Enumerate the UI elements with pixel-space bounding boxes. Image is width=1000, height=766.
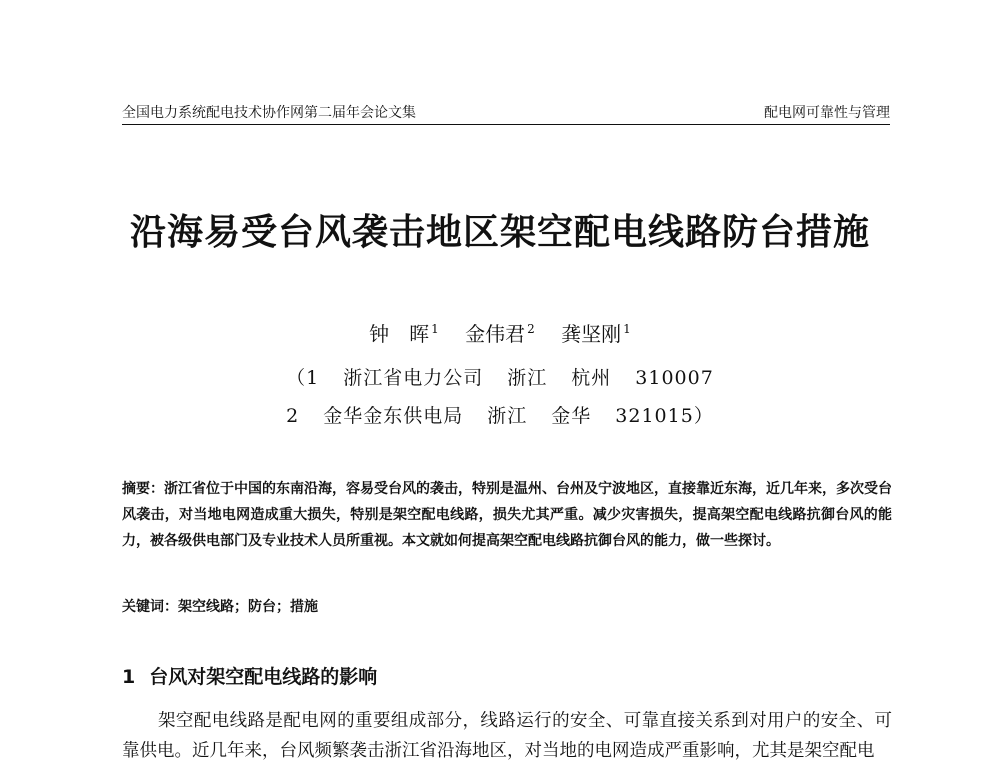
affiliation-city: 金华 <box>551 405 592 427</box>
author-name: 龚坚刚 <box>561 322 622 346</box>
section-number: 1 <box>122 666 136 688</box>
author-name: 钟 晖 <box>369 322 430 346</box>
affiliation-province: 浙江 <box>487 405 528 427</box>
paper-title: 沿海易受台风袭击地区架空配电线路防台措施 <box>129 212 870 253</box>
author <box>465 322 535 346</box>
author-name: 金伟君 <box>465 322 526 346</box>
proceedings-title: 全国电力系统配电技术协作网第二届年会论文集 <box>122 105 416 121</box>
author <box>369 322 439 346</box>
author <box>561 322 631 346</box>
keywords-label: 关键词： <box>122 599 178 615</box>
affiliation <box>0 401 1000 428</box>
section-title: 台风对架空配电线路的影响 <box>149 666 378 688</box>
affiliation-province: 浙江 <box>507 367 548 389</box>
author-affiliation-mark: 1 <box>623 322 631 336</box>
author-affiliation-mark: 1 <box>431 322 439 336</box>
abstract-label: 摘要： <box>122 481 164 497</box>
keywords <box>122 596 892 616</box>
keywords-text: 架空线路；防台；措施 <box>178 599 318 615</box>
abstract <box>122 476 892 554</box>
affiliation-number: 2 <box>286 405 300 427</box>
author-affiliation-mark: 2 <box>527 322 535 336</box>
section-heading <box>122 662 377 689</box>
affiliation-city: 杭州 <box>571 367 612 389</box>
section-category: 配电网可靠性与管理 <box>764 105 890 121</box>
affiliation <box>0 363 1000 390</box>
abstract-text: 浙江省位于中国的东南沿海，容易受台风的袭击，特别是温州、台州及宁波地区，直接靠近东海，近几年来，多次受台风袭击，对当地电网造成重大损失，特别是架空配电线路，损失尤其严重。减少灾害损失，提高架空配电线路抗御台风的能力，被各级供电部门及专业技术人员所重视。本文就如何提高架空配电线路抗御台风的能力，做一些探讨。 <box>122 481 892 549</box>
author-list <box>0 318 1000 347</box>
affiliation-org: 金华金东供电局 <box>323 405 464 427</box>
body-paragraph: 架空配电线路是配电网的重要组成部分，线路运行的安全、可靠直接关系到对用户的安全、可靠供电。近几年来，台风频繁袭击浙江省沿海地区，对当地的电网造成严重影响，尤其是架空配电 <box>122 711 892 761</box>
affiliation-number: （1 <box>286 367 320 389</box>
affiliation-zip: 321015） <box>615 405 714 427</box>
affiliation-zip: 310007 <box>635 367 714 389</box>
affiliation-org: 浙江省电力公司 <box>343 367 484 389</box>
running-header <box>122 98 890 125</box>
